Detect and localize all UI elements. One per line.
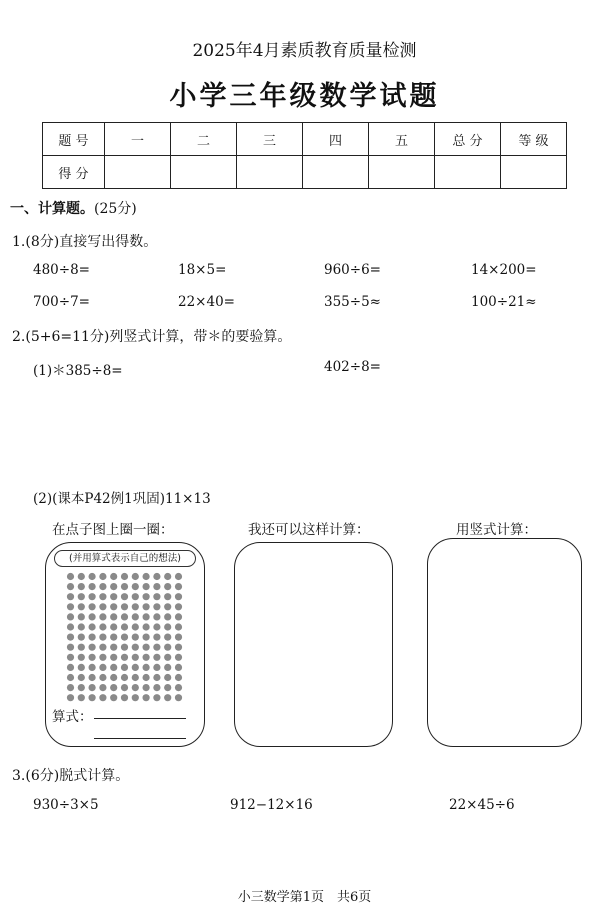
col-title-vertical: 用竖式计算： — [456, 522, 537, 538]
grid-dot — [110, 593, 117, 600]
score-entry-cell[interactable] — [303, 156, 369, 189]
grid-dot — [110, 684, 117, 691]
grid-dot — [67, 644, 74, 651]
grid-dot — [164, 674, 171, 681]
grid-dot — [175, 593, 182, 600]
grid-dot — [132, 603, 139, 610]
grid-dot — [164, 684, 171, 691]
q2-item: (1)＊385÷8= — [33, 363, 123, 379]
grid-dot — [175, 654, 182, 661]
grid-dot — [164, 694, 171, 701]
grid-dot — [89, 613, 96, 620]
grid-dot — [153, 573, 160, 580]
formula-answer-line-2[interactable] — [94, 738, 186, 739]
grid-dot — [153, 654, 160, 661]
vertical-calc-answer-box[interactable] — [427, 538, 582, 747]
section1-title: 一、计算题。 — [10, 201, 94, 217]
grid-dot — [110, 583, 117, 590]
grid-dot — [153, 684, 160, 691]
score-cell: 等 级 — [501, 123, 567, 156]
grid-dot — [99, 613, 106, 620]
grid-dot — [121, 583, 128, 590]
grid-dot — [89, 573, 96, 580]
grid-dot — [67, 583, 74, 590]
section1-heading — [10, 198, 137, 218]
grid-dot — [143, 684, 150, 691]
grid-dot — [175, 623, 182, 630]
q1-item: 100÷21≈ — [471, 294, 537, 310]
grid-dot — [67, 603, 74, 610]
grid-dot — [78, 583, 85, 590]
grid-dot — [164, 654, 171, 661]
score-cell: 总 分 — [435, 123, 501, 156]
grid-dot — [121, 684, 128, 691]
alt-method-answer-box[interactable] — [234, 542, 393, 747]
grid-dot — [78, 654, 85, 661]
grid-dot — [67, 613, 74, 620]
grid-dot — [99, 573, 106, 580]
grid-dot — [67, 664, 74, 671]
grid-dot — [78, 694, 85, 701]
grid-dot — [153, 634, 160, 641]
grid-dot — [99, 593, 106, 600]
grid-dot — [121, 623, 128, 630]
grid-dot — [110, 694, 117, 701]
score-cell: 三 — [237, 123, 303, 156]
q1-item: 22×40= — [178, 294, 235, 310]
grid-dot — [67, 684, 74, 691]
dot-grid[interactable] — [66, 572, 186, 702]
score-entry-cell[interactable] — [105, 156, 171, 189]
grid-dot — [132, 654, 139, 661]
grid-dot — [132, 593, 139, 600]
q3-item: 912−12×16 — [230, 797, 313, 813]
grid-dot — [89, 623, 96, 630]
grid-dot — [121, 613, 128, 620]
grid-dot — [78, 674, 85, 681]
grid-dot — [175, 613, 182, 620]
grid-dot — [143, 674, 150, 681]
grid-dot — [110, 623, 117, 630]
grid-dot — [164, 573, 171, 580]
page-footer: 小三数学第1页 共6页 — [237, 890, 372, 905]
formula-answer-line-1[interactable] — [94, 718, 186, 719]
q2-sub2-label: (2)(课本P42例1巩固)11×13 — [33, 491, 211, 507]
grid-dot — [78, 623, 85, 630]
grid-dot — [67, 694, 74, 701]
grid-dot — [89, 684, 96, 691]
grid-dot — [132, 684, 139, 691]
grid-dot — [89, 694, 96, 701]
grid-dot — [164, 603, 171, 610]
grid-dot — [99, 684, 106, 691]
score-cell: 得 分 — [43, 156, 105, 189]
grid-dot — [175, 684, 182, 691]
grid-dot — [121, 654, 128, 661]
grid-dot — [153, 603, 160, 610]
grid-dot — [153, 694, 160, 701]
grid-dot — [78, 573, 85, 580]
grid-dot — [110, 603, 117, 610]
score-entry-cell[interactable] — [435, 156, 501, 189]
col-title-alt-method: 我还可以这样计算： — [248, 522, 370, 538]
grid-dot — [110, 573, 117, 580]
grid-dot — [110, 674, 117, 681]
grid-dot — [132, 664, 139, 671]
score-entry-cell[interactable] — [501, 156, 567, 189]
grid-dot — [164, 664, 171, 671]
grid-dot — [175, 573, 182, 580]
grid-dot — [99, 634, 106, 641]
grid-dot — [164, 583, 171, 590]
score-entry-cell[interactable] — [237, 156, 303, 189]
grid-dot — [153, 644, 160, 651]
grid-dot — [67, 674, 74, 681]
q1-item: 700÷7= — [33, 294, 90, 310]
grid-dot — [89, 603, 96, 610]
q3-item: 930÷3×5 — [33, 797, 99, 813]
grid-dot — [143, 593, 150, 600]
grid-dot — [132, 573, 139, 580]
grid-dot — [121, 664, 128, 671]
formula-label: 算式： — [52, 709, 93, 725]
grid-dot — [89, 634, 96, 641]
grid-dot — [153, 674, 160, 681]
grid-dot — [99, 674, 106, 681]
grid-dot — [121, 593, 128, 600]
q1-item: 960÷6= — [324, 262, 381, 278]
grid-dot — [175, 694, 182, 701]
grid-dot — [132, 694, 139, 701]
grid-dot — [164, 623, 171, 630]
score-entry-cell[interactable] — [171, 156, 237, 189]
grid-dot — [110, 664, 117, 671]
grid-dot — [67, 573, 74, 580]
grid-dot — [143, 623, 150, 630]
score-table — [42, 122, 567, 189]
grid-dot — [78, 644, 85, 651]
grid-dot — [153, 593, 160, 600]
grid-dot — [164, 644, 171, 651]
grid-dot — [99, 644, 106, 651]
grid-dot — [99, 694, 106, 701]
grid-dot — [67, 593, 74, 600]
grid-dot — [89, 583, 96, 590]
q1-item: 480÷8= — [33, 262, 90, 278]
q3-item: 22×45÷6 — [449, 797, 515, 813]
grid-dot — [121, 573, 128, 580]
score-table-header-row — [43, 123, 567, 156]
score-cell: 题 号 — [43, 123, 105, 156]
grid-dot — [67, 654, 74, 661]
grid-dot — [132, 623, 139, 630]
method-note: (并用算式表示自己的想法) — [54, 550, 196, 567]
grid-dot — [143, 634, 150, 641]
grid-dot — [110, 644, 117, 651]
grid-dot — [67, 623, 74, 630]
grid-dot — [99, 623, 106, 630]
grid-dot — [132, 583, 139, 590]
grid-dot — [164, 634, 171, 641]
grid-dot — [164, 593, 171, 600]
grid-dot — [67, 634, 74, 641]
grid-dot — [132, 674, 139, 681]
grid-dot — [175, 634, 182, 641]
grid-dot — [153, 613, 160, 620]
grid-dot — [121, 694, 128, 701]
grid-dot — [143, 664, 150, 671]
grid-dot — [89, 593, 96, 600]
grid-dot — [110, 613, 117, 620]
grid-dot — [153, 623, 160, 630]
section1-points: (25分) — [94, 201, 137, 217]
q2-item: 402÷8= — [324, 359, 381, 375]
grid-dot — [89, 644, 96, 651]
grid-dot — [121, 634, 128, 641]
grid-dot — [132, 613, 139, 620]
q3-label: 3.(6分)脱式计算。 — [12, 768, 130, 784]
grid-dot — [121, 603, 128, 610]
grid-dot — [175, 583, 182, 590]
score-table-score-row — [43, 156, 567, 189]
grid-dot — [143, 583, 150, 590]
grid-dot — [78, 634, 85, 641]
grid-dot — [175, 664, 182, 671]
grid-dot — [121, 644, 128, 651]
q2-label: 2.(5+6=11分)列竖式计算，带＊的要验算。 — [12, 329, 292, 345]
grid-dot — [89, 654, 96, 661]
q1-item: 355÷5≈ — [324, 294, 381, 310]
grid-dot — [99, 664, 106, 671]
grid-dot — [78, 603, 85, 610]
score-cell: 五 — [369, 123, 435, 156]
grid-dot — [175, 674, 182, 681]
score-cell: 一 — [105, 123, 171, 156]
grid-dot — [164, 613, 171, 620]
grid-dot — [143, 603, 150, 610]
grid-dot — [153, 583, 160, 590]
grid-dot — [175, 644, 182, 651]
q1-item: 18×5= — [178, 262, 227, 278]
grid-dot — [110, 654, 117, 661]
score-entry-cell[interactable] — [369, 156, 435, 189]
q1-label: 1.(8分)直接写出得数。 — [12, 234, 158, 250]
grid-dot — [143, 694, 150, 701]
grid-dot — [121, 674, 128, 681]
col-title-dot-diagram: 在点子图上圈一圈： — [52, 522, 174, 538]
grid-dot — [78, 664, 85, 671]
score-cell: 四 — [303, 123, 369, 156]
q1-item: 14×200= — [471, 262, 537, 278]
grid-dot — [89, 664, 96, 671]
grid-dot — [143, 613, 150, 620]
grid-dot — [78, 593, 85, 600]
grid-dot — [78, 684, 85, 691]
grid-dot — [143, 573, 150, 580]
grid-dot — [143, 644, 150, 651]
exam-header-line: 2025年4月素质教育质量检测 — [192, 41, 417, 61]
grid-dot — [132, 644, 139, 651]
grid-dot — [175, 603, 182, 610]
grid-dot — [99, 603, 106, 610]
grid-dot — [99, 583, 106, 590]
grid-dot — [132, 634, 139, 641]
grid-dot — [78, 613, 85, 620]
grid-dot — [153, 664, 160, 671]
grid-dot — [143, 654, 150, 661]
grid-dot — [110, 634, 117, 641]
grid-dot — [89, 674, 96, 681]
score-cell: 二 — [171, 123, 237, 156]
page-title: 小学三年级数学试题 — [169, 81, 440, 112]
grid-dot — [99, 654, 106, 661]
